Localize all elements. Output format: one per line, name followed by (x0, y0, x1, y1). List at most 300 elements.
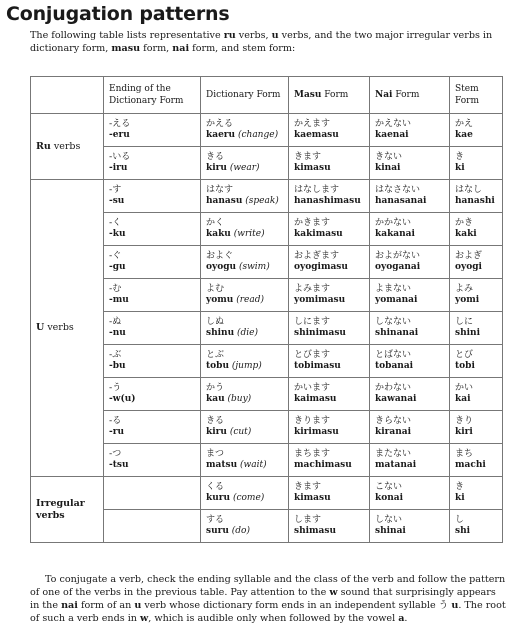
intro-text-run: verbs, (235, 30, 272, 41)
dictionary-cell-kana: くる (206, 481, 225, 492)
dictionary-cell (201, 444, 289, 477)
intro-text-run: The following table lists representative (30, 30, 224, 41)
dictionary-cell-kana: かえる (206, 118, 234, 129)
masu-cell-kana: とびます (294, 349, 331, 360)
masu-cell-romaji-line (294, 361, 364, 373)
stem-cell-romaji-line (455, 394, 497, 406)
masu-cell-kana: しにます (294, 316, 331, 327)
dictionary-cell (201, 147, 289, 180)
outro-text-run: form of an (77, 600, 135, 611)
header-nai-form: Nai Form (370, 77, 450, 114)
masu-cell-kana: よみます (294, 283, 331, 294)
dictionary-cell (201, 213, 289, 246)
nai-cell (370, 147, 450, 180)
nai-cell-romaji: kinai (375, 163, 401, 173)
nai-cell-romaji-line (375, 262, 444, 274)
ending-cell-romaji-line (109, 394, 195, 406)
ending-cell-romaji: -ku (109, 229, 126, 239)
ending-cell-romaji-line (109, 130, 195, 142)
dictionary-cell (201, 378, 289, 411)
stem-cell-romaji: shini (455, 328, 480, 338)
dictionary-cell-kana: する (206, 514, 225, 525)
masu-cell-romaji-line (294, 262, 364, 274)
ending-cell (104, 147, 201, 180)
nai-cell-kana: かえない (375, 118, 412, 129)
ending-cell-romaji: -gu (109, 262, 126, 272)
dictionary-cell-romaji-line (206, 361, 283, 373)
nai-cell-romaji: oyoganai (375, 262, 421, 272)
dictionary-cell-romaji-line (206, 460, 283, 472)
stem-cell-romaji: machi (455, 460, 486, 470)
masu-cell-romaji-line (294, 460, 364, 472)
header-empty (31, 77, 104, 114)
ending-cell-kana: -ぐ (109, 250, 122, 261)
nai-cell-romaji-line (375, 196, 444, 208)
stem-cell-romaji-line (455, 229, 497, 241)
outro-text-run: w (140, 613, 149, 624)
masu-cell-romaji: hanashimasu (294, 196, 361, 206)
dictionary-cell-romaji-line (206, 163, 283, 175)
stem-cell-romaji-line (455, 262, 497, 274)
nai-cell (370, 477, 450, 510)
ending-cell (104, 444, 201, 477)
ending-cell (104, 312, 201, 345)
stem-cell-romaji: kaki (455, 229, 477, 239)
dictionary-cell-gloss: (cut) (229, 427, 252, 437)
dictionary-cell-romaji-line (206, 262, 283, 274)
masu-cell-romaji: machimasu (294, 460, 352, 470)
outro-text-run: w (329, 587, 338, 598)
stem-cell (450, 180, 503, 213)
dictionary-cell-romaji-line (206, 130, 283, 142)
ending-cell-romaji: -bu (109, 361, 126, 371)
nai-cell-kana: とばない (375, 349, 412, 360)
masu-cell-romaji-line (294, 526, 364, 538)
nai-cell-kana: およがない (375, 250, 421, 261)
nai-cell (370, 213, 450, 246)
dictionary-cell-kana: とぶ (206, 349, 225, 360)
stem-cell-romaji-line (455, 328, 497, 340)
masu-cell-romaji: kimasu (294, 163, 331, 173)
nai-cell-romaji: hanasanai (375, 196, 427, 206)
ending-cell (104, 213, 201, 246)
stem-cell-romaji-line (455, 526, 497, 538)
masu-cell-kana: かえます (294, 118, 331, 129)
dictionary-cell-gloss: (change) (237, 130, 279, 140)
dictionary-cell (201, 114, 289, 147)
masu-cell (289, 213, 370, 246)
outro-text-run: . The root of such a verb ends in (30, 600, 506, 624)
dictionary-cell (201, 345, 289, 378)
ending-cell (104, 180, 201, 213)
dictionary-cell-gloss: (wait) (240, 460, 267, 470)
dictionary-cell-romaji: yomu (206, 295, 234, 305)
ending-cell-romaji-line (109, 427, 195, 439)
ending-cell-romaji-line (109, 361, 195, 373)
nai-cell-romaji-line (375, 295, 444, 307)
dictionary-cell-gloss: (read) (236, 295, 264, 305)
stem-cell-kana: かえ (455, 118, 474, 129)
masu-cell-romaji-line (294, 328, 364, 340)
ending-cell-kana: -く (109, 217, 122, 228)
table-row (31, 180, 503, 213)
dictionary-cell-gloss: (swim) (238, 262, 270, 272)
header-dictionary-form: Dictionary Form (201, 77, 289, 114)
ending-cell-kana: -ぬ (109, 316, 122, 327)
dictionary-cell (201, 279, 289, 312)
masu-cell-romaji-line (294, 427, 364, 439)
nai-cell (370, 279, 450, 312)
outro-text-run: u (451, 600, 459, 611)
masu-cell-romaji: kimasu (294, 493, 331, 503)
dictionary-cell-kana: きる (206, 151, 225, 162)
nai-cell-kana: しない (375, 514, 403, 525)
dictionary-cell-gloss: (buy) (227, 394, 252, 404)
masu-cell (289, 444, 370, 477)
dictionary-cell-romaji-line (206, 394, 283, 406)
outro-text-run: verb whose dictionary form ends in an independent syllable う (141, 600, 452, 611)
masu-cell-kana: およぎます (294, 250, 340, 261)
stem-cell-romaji-line (455, 130, 497, 142)
masu-cell-romaji-line (294, 130, 364, 142)
ending-cell-romaji-line (109, 262, 195, 274)
intro-text-run: form, (140, 43, 173, 54)
stem-cell-romaji: kai (455, 394, 471, 404)
group-label-bold: Irregular verbs (36, 498, 85, 521)
stem-cell (450, 279, 503, 312)
nai-cell-romaji: konai (375, 493, 404, 503)
stem-cell-romaji: hanashi (455, 196, 495, 206)
masu-cell (289, 345, 370, 378)
ending-cell-kana: -す (109, 184, 122, 195)
header-stem-form: Stem Form (450, 77, 503, 114)
stem-cell-romaji-line (455, 493, 497, 505)
ending-cell-romaji-line (109, 196, 195, 208)
nai-cell-romaji-line (375, 526, 444, 538)
stem-cell-romaji: tobi (455, 361, 475, 371)
intro-text-run: masu (111, 43, 141, 54)
stem-cell-kana: はなし (455, 184, 483, 195)
stem-cell-kana: きり (455, 415, 474, 426)
dictionary-cell-kana: およぐ (206, 250, 234, 261)
masu-cell-romaji-line (294, 295, 364, 307)
table-row (31, 114, 503, 147)
dictionary-cell (201, 246, 289, 279)
masu-cell-kana: はなします (294, 184, 340, 195)
ending-cell (104, 378, 201, 411)
outro-paragraph (30, 573, 508, 625)
dictionary-cell (201, 510, 289, 543)
masu-cell-romaji: kakimasu (294, 229, 343, 239)
dictionary-cell-romaji-line (206, 427, 283, 439)
header-ending: Ending of the Dictionary Form (104, 77, 201, 114)
stem-cell-kana: まち (455, 448, 474, 459)
nai-cell-romaji: matanai (375, 460, 417, 470)
group-label (31, 477, 104, 543)
stem-cell-romaji-line (455, 427, 497, 439)
ending-cell-romaji: -iru (109, 163, 128, 173)
dictionary-cell-romaji-line (206, 229, 283, 241)
nai-cell (370, 510, 450, 543)
group-label (31, 180, 104, 477)
intro-text-run: u (271, 30, 279, 41)
dictionary-cell-kana: まつ (206, 448, 225, 459)
dictionary-cell-gloss: (write) (233, 229, 265, 239)
nai-cell-romaji: kaenai (375, 130, 409, 140)
masu-cell-romaji-line (294, 493, 364, 505)
dictionary-cell-kana: かく (206, 217, 225, 228)
conjugation-table (30, 76, 503, 543)
stem-cell-romaji-line (455, 163, 497, 175)
nai-cell-kana: はなさない (375, 184, 421, 195)
masu-cell-romaji: tobimasu (294, 361, 341, 371)
ending-cell-kana: -いる (109, 151, 131, 162)
dictionary-cell-romaji-line (206, 295, 283, 307)
stem-cell (450, 378, 503, 411)
masu-cell-romaji: yomimasu (294, 295, 346, 305)
masu-cell (289, 312, 370, 345)
masu-cell-romaji-line (294, 229, 364, 241)
ending-cell-romaji: -w(u) (109, 394, 136, 404)
header-masu-form: Masu Form (289, 77, 370, 114)
dictionary-cell-kana: きる (206, 415, 225, 426)
outro-text-run: To conjugate a verb, check the ending syllable and the class of the verb and follow the pattern of one of the verbs in the previous table. Pay attention to the (30, 574, 506, 598)
masu-cell-romaji: kaimasu (294, 394, 337, 404)
masu-cell-romaji: shimasu (294, 526, 336, 536)
ending-cell-romaji: -su (109, 196, 125, 206)
dictionary-cell (201, 312, 289, 345)
dictionary-cell-romaji: tobu (206, 361, 229, 371)
dictionary-cell-romaji: kaku (206, 229, 231, 239)
nai-cell-kana: きらない (375, 415, 412, 426)
stem-cell-kana: よみ (455, 283, 474, 294)
nai-cell-romaji-line (375, 163, 444, 175)
masu-cell (289, 279, 370, 312)
nai-cell-kana: しなない (375, 316, 412, 327)
nai-cell-romaji: shinanai (375, 328, 419, 338)
group-label-bold: U (36, 322, 45, 334)
group-label-rest: verbs (50, 140, 81, 152)
nai-cell-romaji: kiranai (375, 427, 412, 437)
dictionary-cell (201, 477, 289, 510)
ending-cell (104, 411, 201, 444)
stem-cell (450, 444, 503, 477)
masu-cell (289, 246, 370, 279)
nai-cell-kana: かわない (375, 382, 412, 393)
masu-cell-romaji: oyogimasu (294, 262, 348, 272)
dictionary-cell-gloss: (wear) (229, 163, 260, 173)
masu-cell-romaji-line (294, 394, 364, 406)
stem-cell-romaji: ki (455, 163, 465, 173)
masu-cell-kana: きります (294, 415, 331, 426)
nai-cell (370, 444, 450, 477)
nai-cell-romaji: tobanai (375, 361, 414, 371)
dictionary-cell-romaji: hanasu (206, 196, 243, 206)
dictionary-cell-kana: しぬ (206, 316, 225, 327)
dictionary-cell-kana: はなす (206, 184, 234, 195)
stem-cell (450, 345, 503, 378)
masu-cell (289, 378, 370, 411)
dictionary-cell-romaji-line (206, 328, 283, 340)
dictionary-cell-romaji: kuru (206, 493, 231, 503)
dictionary-cell-romaji: kiru (206, 163, 227, 173)
dictionary-cell-romaji-line (206, 493, 283, 505)
nai-cell-romaji-line (375, 229, 444, 241)
stem-cell-kana: およぎ (455, 250, 483, 261)
masu-cell-kana: します (294, 514, 322, 525)
stem-cell-romaji-line (455, 295, 497, 307)
ending-cell (104, 246, 201, 279)
nai-cell-kana: きない (375, 151, 403, 162)
masu-cell-kana: かいます (294, 382, 331, 393)
stem-cell-romaji: ki (455, 493, 465, 503)
stem-cell-romaji-line (455, 196, 497, 208)
nai-cell-romaji-line (375, 394, 444, 406)
intro-text-run: verbs, and the two major irregular verbs in dictionary form, (30, 30, 493, 54)
ending-cell (104, 114, 201, 147)
masu-cell-kana: まちます (294, 448, 331, 459)
group-label (31, 114, 104, 180)
group-label-bold: Ru (36, 140, 51, 152)
nai-cell (370, 345, 450, 378)
ending-cell-kana: -む (109, 283, 122, 294)
masu-cell-romaji: kaemasu (294, 130, 339, 140)
nai-cell-romaji: kawanai (375, 394, 417, 404)
outro-text-run: nai (61, 600, 78, 611)
outro-text-run: sound that surprisingly appears in the (30, 587, 496, 611)
masu-cell (289, 510, 370, 543)
ending-cell-kana: -う (109, 382, 122, 393)
page-title: Conjugation patterns (6, 3, 230, 25)
stem-cell-kana: かき (455, 217, 474, 228)
stem-cell-romaji-line (455, 361, 497, 373)
dictionary-cell-romaji: oyogu (206, 262, 237, 272)
group-label-rest: verbs (44, 322, 74, 334)
masu-cell (289, 411, 370, 444)
dictionary-cell-kana: かう (206, 382, 225, 393)
stem-cell-romaji: kae (455, 130, 473, 140)
masu-cell (289, 477, 370, 510)
outro-text-run: u (134, 600, 142, 611)
ending-cell (104, 510, 201, 543)
intro-text-run: ru (223, 30, 236, 41)
masu-cell-kana: きます (294, 151, 322, 162)
nai-cell-romaji-line (375, 493, 444, 505)
nai-cell (370, 180, 450, 213)
stem-cell (450, 213, 503, 246)
nai-cell-kana: よまない (375, 283, 412, 294)
dictionary-cell (201, 411, 289, 444)
stem-cell (450, 477, 503, 510)
nai-cell-romaji: shinai (375, 526, 406, 536)
intro-paragraph (30, 29, 500, 55)
dictionary-cell-kana: よむ (206, 283, 225, 294)
nai-cell (370, 411, 450, 444)
nai-cell-kana: またない (375, 448, 412, 459)
masu-cell (289, 114, 370, 147)
ending-cell (104, 345, 201, 378)
stem-cell-romaji: oyogi (455, 262, 482, 272)
intro-text-run: form, and stem form: (189, 43, 296, 54)
stem-cell-kana: き (455, 151, 465, 162)
ending-cell-kana: -る (109, 415, 122, 426)
stem-cell-kana: しに (455, 316, 474, 327)
stem-cell (450, 510, 503, 543)
stem-cell (450, 411, 503, 444)
outro-text-run: . (404, 613, 408, 624)
nai-cell (370, 114, 450, 147)
stem-cell-kana: き (455, 481, 465, 492)
nai-cell-kana: かかない (375, 217, 412, 228)
ending-cell-romaji: -nu (109, 328, 126, 338)
nai-cell-kana: こない (375, 481, 403, 492)
stem-cell (450, 114, 503, 147)
masu-cell (289, 180, 370, 213)
stem-cell-romaji-line (455, 460, 497, 472)
ending-cell-romaji: -tsu (109, 460, 129, 470)
masu-cell (289, 147, 370, 180)
dictionary-cell-romaji: suru (206, 526, 229, 536)
stem-cell (450, 147, 503, 180)
masu-cell-romaji-line (294, 163, 364, 175)
dictionary-cell-gloss: (come) (232, 493, 265, 503)
stem-cell-romaji: yomi (455, 295, 480, 305)
dictionary-cell-gloss: (speak) (245, 196, 279, 206)
table-header-row (31, 77, 503, 114)
dictionary-cell-romaji: shinu (206, 328, 235, 338)
stem-cell (450, 312, 503, 345)
dictionary-cell-romaji: kau (206, 394, 225, 404)
dictionary-cell-gloss: (jump) (231, 361, 262, 371)
ending-cell-romaji-line (109, 328, 195, 340)
ending-cell-kana: -ぶ (109, 349, 122, 360)
nai-cell-romaji: kakanai (375, 229, 415, 239)
masu-cell-kana: きます (294, 481, 322, 492)
stem-cell-romaji: kiri (455, 427, 473, 437)
dictionary-cell-gloss: (do) (231, 526, 250, 536)
nai-cell (370, 312, 450, 345)
stem-cell (450, 246, 503, 279)
table-row (31, 477, 503, 510)
dictionary-cell-romaji: kiru (206, 427, 227, 437)
ending-cell-romaji: -eru (109, 130, 130, 140)
stem-cell-kana: し (455, 514, 465, 525)
nai-cell-romaji-line (375, 328, 444, 340)
ending-cell-kana: -つ (109, 448, 122, 459)
ending-cell-romaji-line (109, 163, 195, 175)
stem-cell-kana: とび (455, 349, 474, 360)
nai-cell-romaji-line (375, 460, 444, 472)
outro-text-run: , which is audible only when followed by the vowel (148, 613, 399, 624)
stem-cell-romaji: shi (455, 526, 471, 536)
nai-cell-romaji-line (375, 361, 444, 373)
ending-cell (104, 477, 201, 510)
dictionary-cell-romaji-line (206, 196, 283, 208)
dictionary-cell-romaji-line (206, 526, 283, 538)
masu-cell-romaji: shinimasu (294, 328, 346, 338)
ending-cell-romaji: -mu (109, 295, 129, 305)
nai-cell (370, 246, 450, 279)
masu-cell-romaji-line (294, 196, 364, 208)
intro-text-run: nai (172, 43, 190, 54)
dictionary-cell (201, 180, 289, 213)
ending-cell-romaji-line (109, 460, 195, 472)
masu-cell-kana: かきます (294, 217, 331, 228)
dictionary-cell-gloss: (die) (237, 328, 258, 338)
nai-cell-romaji: yomanai (375, 295, 418, 305)
ending-cell-romaji: -ru (109, 427, 125, 437)
ending-cell-romaji-line (109, 229, 195, 241)
